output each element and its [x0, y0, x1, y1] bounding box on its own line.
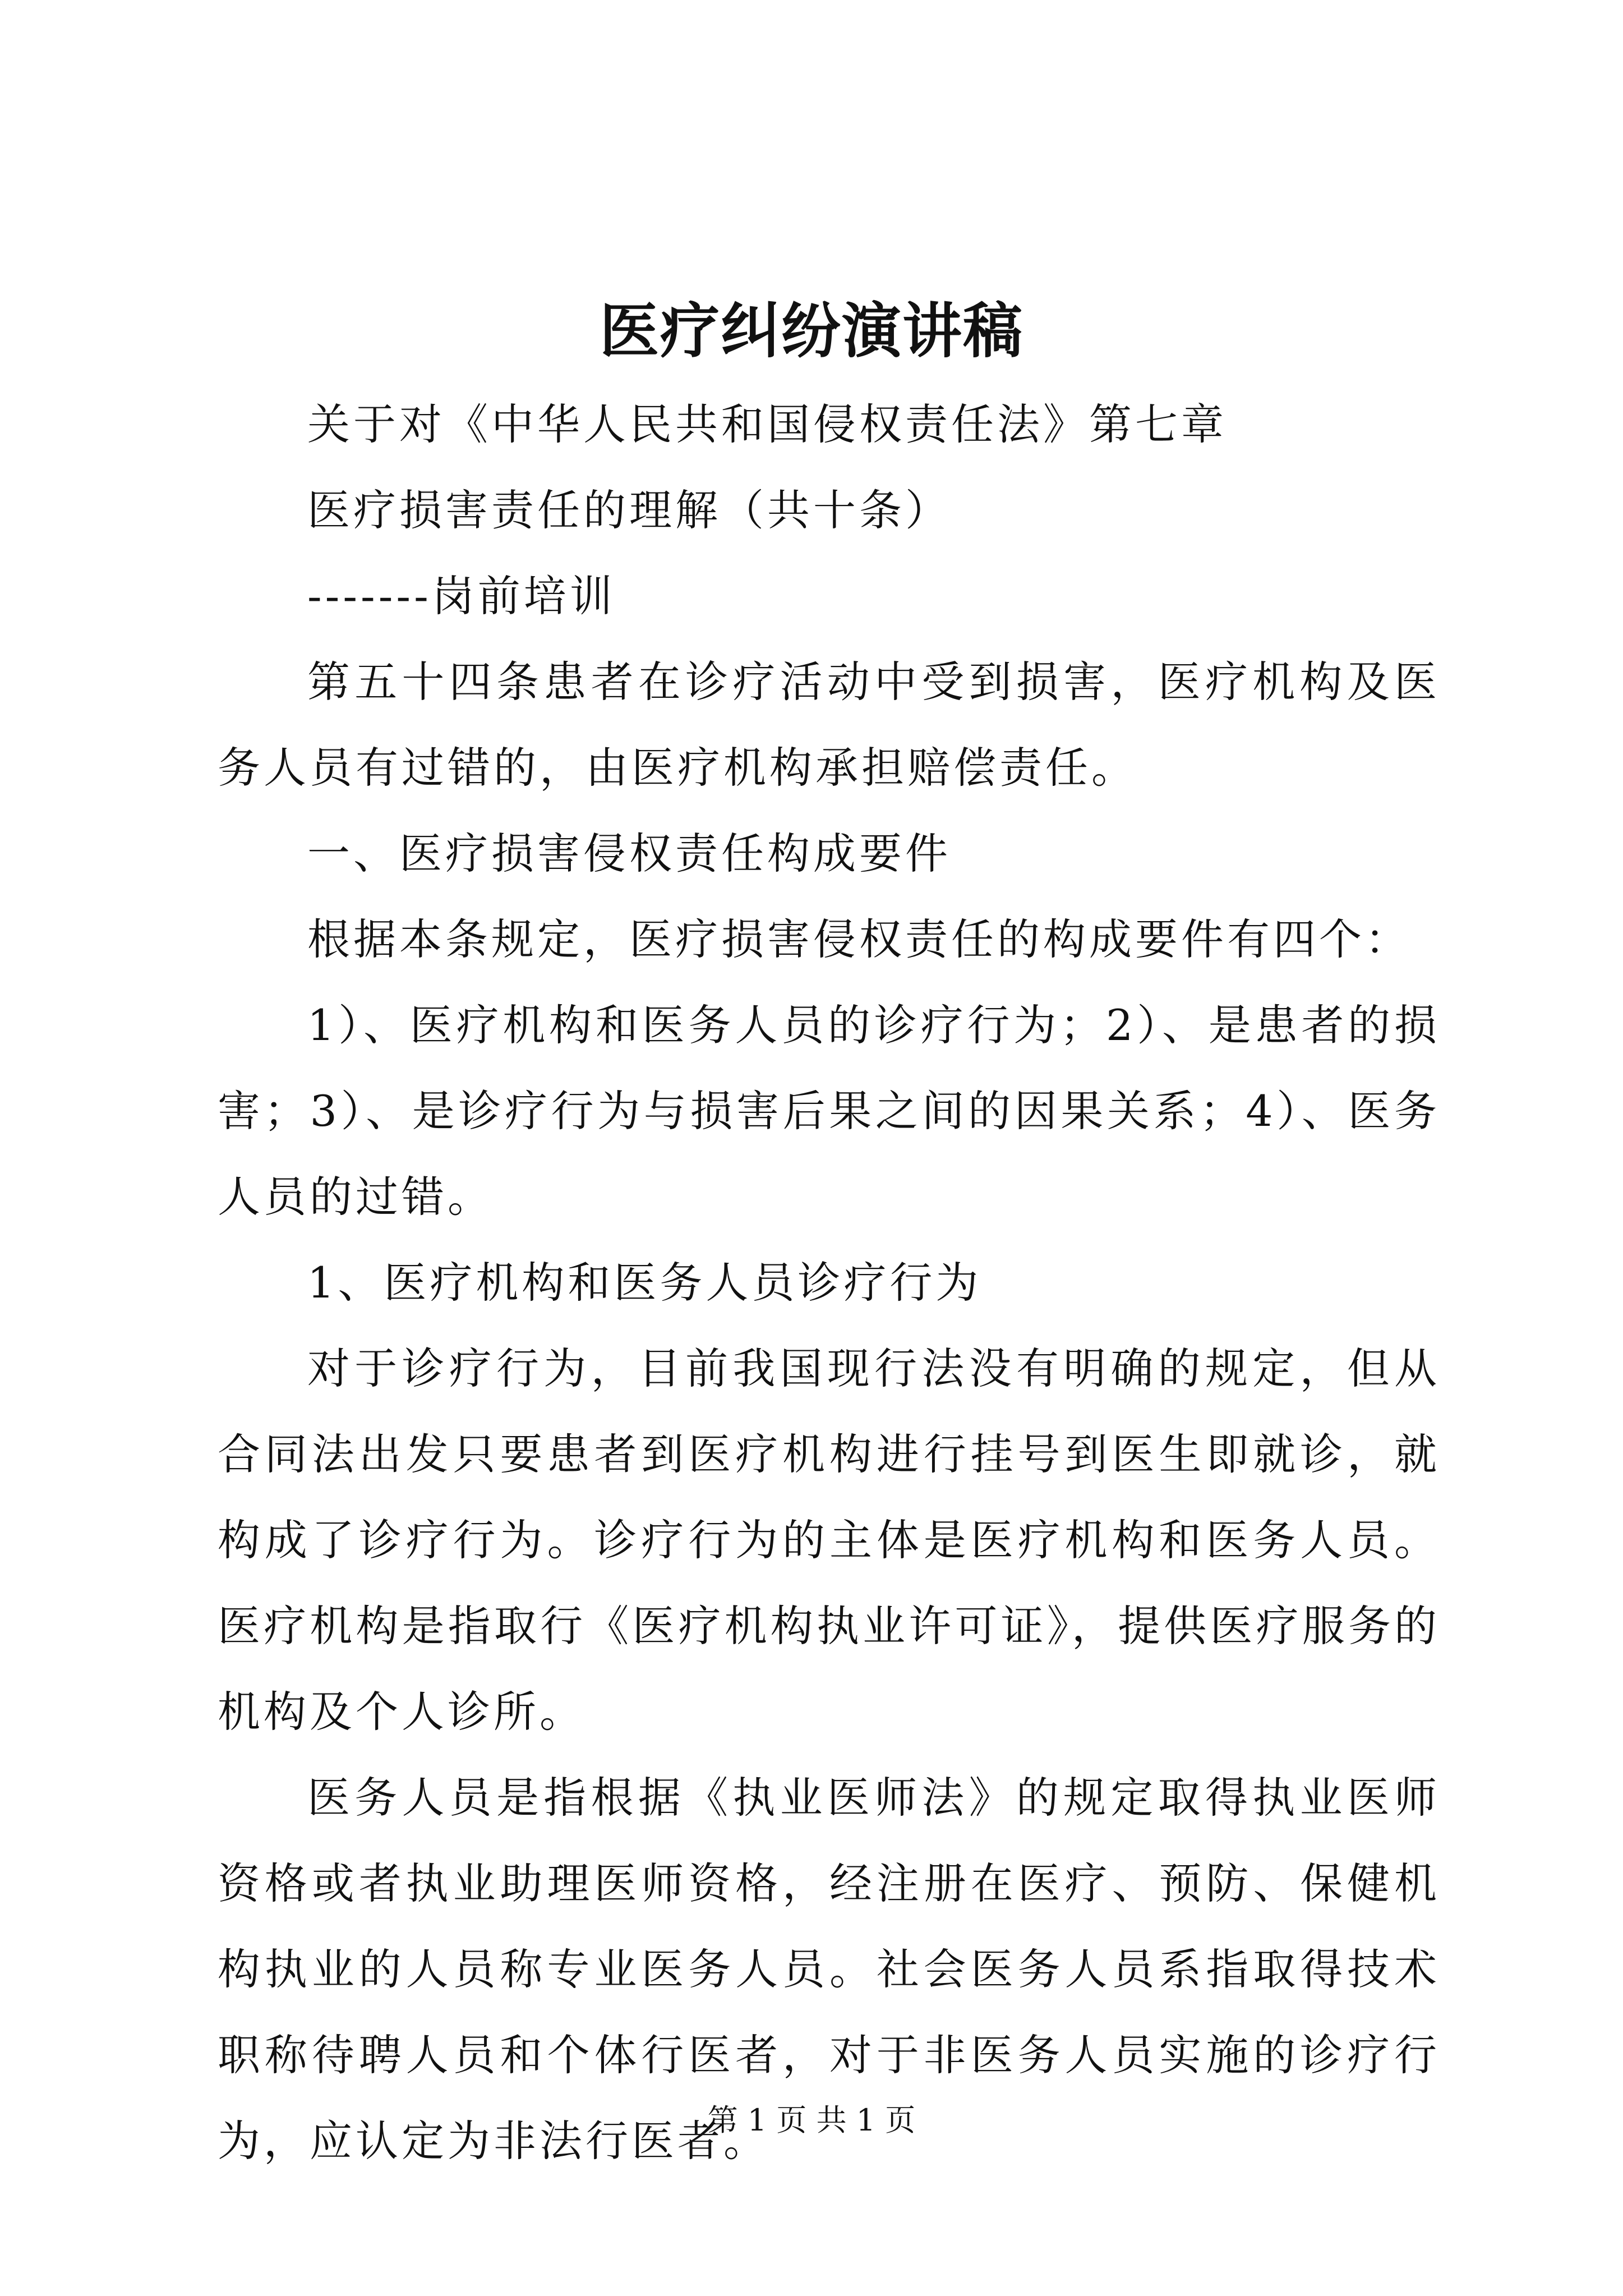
paragraph: 医务人员是指根据《执业医师法》的规定取得执业医师资格或者执业助理医师资格，经注册在医疗、预防、保健机构执业的人员称专业医务人员。社会医务人员系指取得技术职称待聘人员和个体行医者，对于非医务人员实施的诊疗行为，应认定为非法行医者。 — [218, 1773, 1440, 2166]
paragraph: -------岗前培训 — [307, 571, 616, 621]
paragraph: 一、医疗损害侵权责任构成要件 — [307, 829, 951, 878]
paragraph: 1、医疗机构和医务人员诊疗行为 — [307, 1258, 982, 1308]
page-footer: 第 1 页 共 1 页 — [707, 2102, 916, 2138]
paragraph: 根据本条规定，医疗损害侵权责任的构成要件有四个： — [307, 914, 1411, 964]
document-title: 医疗纠纷演讲稿 — [600, 296, 1023, 366]
paragraph: 对于诊疗行为，目前我国现行法没有明确的规定，但从合同法出发只要患者到医疗机构进行挂号到医生即就诊，就构成了诊疗行为。诊疗行为的主体是医疗机构和医务人员。医疗机构是指取行《医疗机构执业许可证》，提供医疗服务的机构及个人诊所。 — [218, 1343, 1440, 1737]
document-body — [218, 381, 1440, 2184]
paragraph: 1）、医疗机构和医务人员的诊疗行为；2）、是患者的损害；3）、是诊疗行为与损害后果之间的因果关系；4）、医务人员的过错。 — [218, 1000, 1440, 1222]
paragraph: 医疗损害责任的理解（共十条） — [307, 485, 951, 535]
paragraph: 第五十四条患者在诊疗活动中受到损害，医疗机构及医务人员有过错的，由医疗机构承担赔偿责任。 — [218, 657, 1440, 793]
paragraph: 关于对《中华人民共和国侵权责任法》第七章 — [307, 399, 1227, 449]
